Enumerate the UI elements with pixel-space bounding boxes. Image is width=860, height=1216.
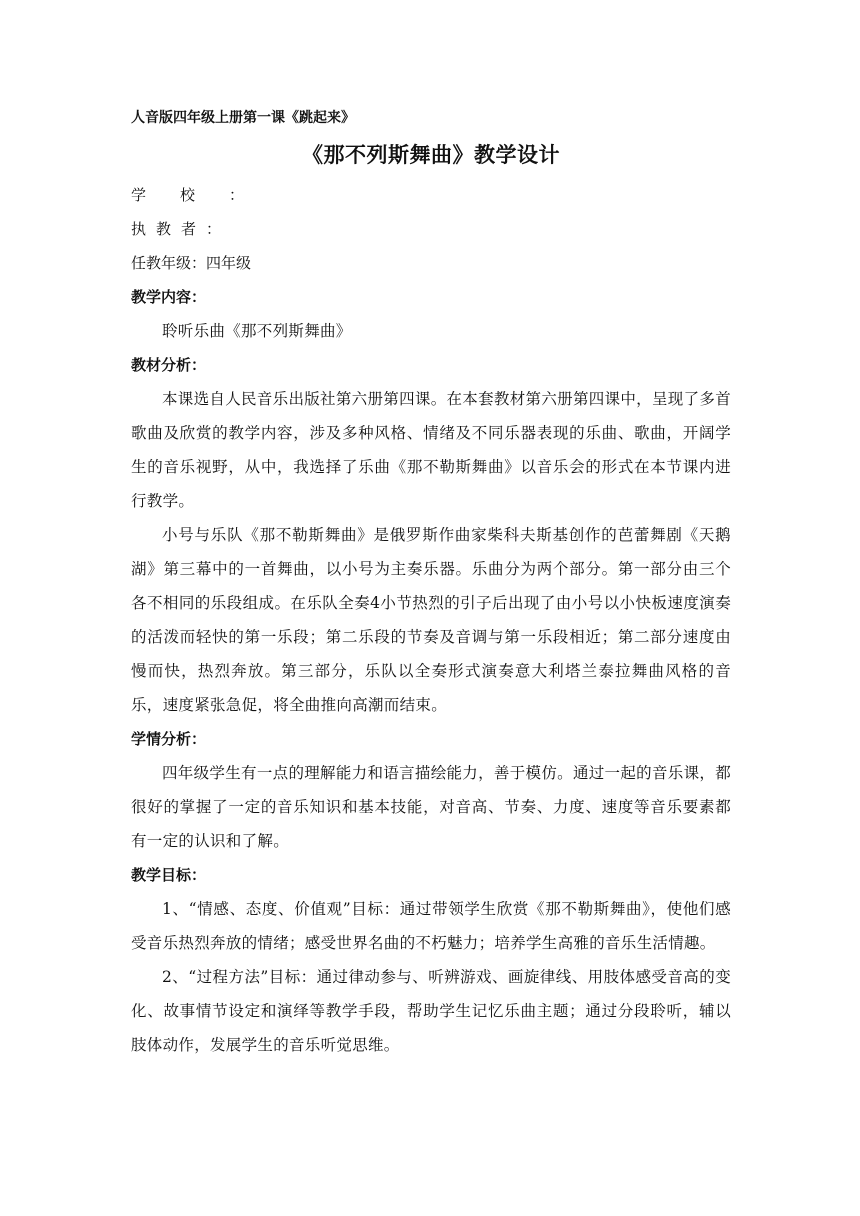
document-title: 《那不列斯舞曲》教学设计 [302,143,560,167]
section-heading-content: 教学内容： [131,288,207,306]
section-heading-material: 教材分析： [131,356,207,374]
content-paragraph: 聆听乐曲《那不列斯舞曲》 [162,322,352,340]
grade-line: 任教年级：四年级 [131,254,252,272]
material-paragraph-1: 本课选自人民音乐出版社第六册第四课。在本套教材第六册第四课中，呈现了多首歌曲及欣赏的教学内容，涉及多种风格、情绪及不同乐器表现的乐曲、歌曲，开阔学生的音乐视野，从中，我选择了乐曲《那不勒斯舞曲》以音乐会的形式在本节课内进行教学。 [131,390,731,510]
meta-info [131,178,731,280]
school-line [131,178,731,212]
material-paragraph-2: 小号与乐队《那不勒斯舞曲》是俄罗斯作曲家柴科夫斯基创作的芭蕾舞剧《天鹅湖》第三幕中的一首舞曲，以小号为主奏乐器。乐曲分为两个部分。第一部分由三个各不相同的乐段组成。在乐队全奏4小节热烈的引子后出现了由小号以小快板速度演奏的活泼而轻快的第一乐段；第二乐段的节奏及音调与第一乐段相近；第二部分速度由慢而快，热烈奔放。第三部分，乐队以全奏形式演奏意大利塔兰泰拉舞曲风格的音乐，速度紧张急促，将全曲推向高潮而结束。 [131,526,731,714]
section-heading-goals: 教学目标： [131,866,207,884]
teacher-line [131,212,731,246]
teacher-label: 执教者： [131,220,232,238]
goals-paragraph-2: 2、“过程方法”目标：通过律动参与、听辨游戏、画旋律线、用肢体感受音高的变化、故事情节设定和演绎等教学手段，帮助学生记忆乐曲主题；通过分段聆听，辅以肢体动作，发展学生的音乐听觉思维。 [131,968,731,1054]
section-heading-students: 学情分析： [131,730,207,748]
document-body [131,108,731,1062]
students-paragraph: 四年级学生有一点的理解能力和语言描绘能力，善于模仿。通过一起的音乐课，都很好的掌握了一定的音乐知识和基本技能，对音高、节奏、力度、速度等音乐要素都有一定的认识和了解。 [131,764,731,850]
school-label: 学校： [131,186,279,204]
goals-paragraph-1: 1、“情感、态度、价值观”目标：通过带领学生欣赏《那不勒斯舞曲》，使他们感受音乐热烈奔放的情绪；感受世界名曲的不朽魅力；培养学生高雅的音乐生活情趣。 [131,900,731,952]
subject-line: 人音版四年级上册第一课《跳起来》 [131,110,355,126]
